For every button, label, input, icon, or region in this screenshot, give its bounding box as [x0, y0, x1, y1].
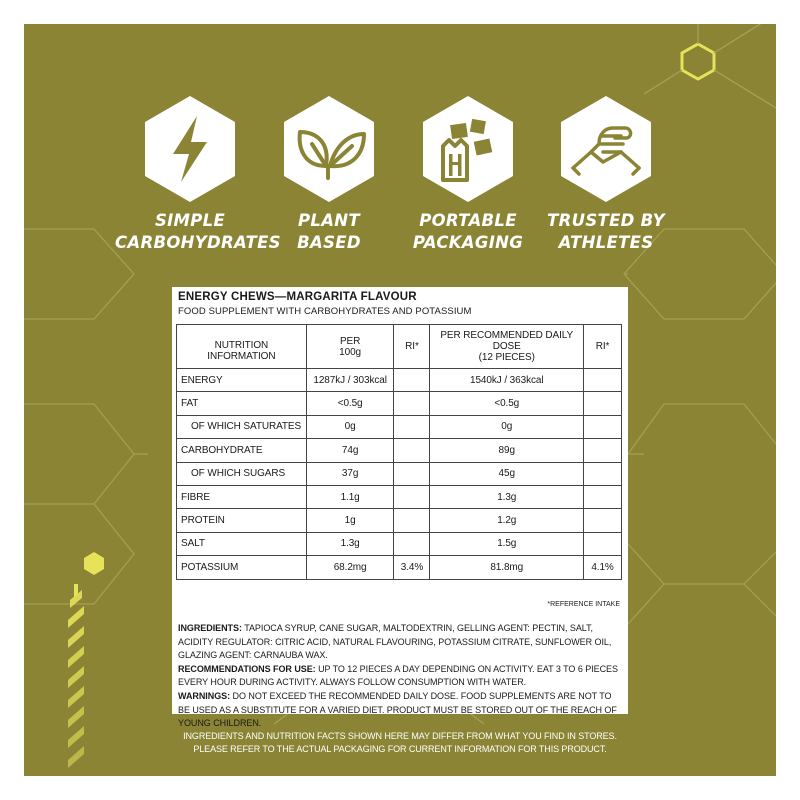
- ri-dose-value: [584, 369, 622, 392]
- ri-value: [394, 509, 430, 532]
- column-header: RI*: [584, 325, 622, 369]
- nutrient-name: FIBRE: [177, 485, 307, 508]
- per-100g-value: 1.1g: [306, 485, 394, 508]
- product-title: ENERGY CHEWS—MARGARITA FLAVOUR: [178, 291, 417, 303]
- per-100g-value: 74g: [306, 439, 394, 462]
- nutrient-name: OF WHICH SATURATES: [177, 415, 307, 438]
- per-100g-value: 37g: [306, 462, 394, 485]
- daily-dose-value: <0.5g: [430, 392, 584, 415]
- column-header: RI*: [394, 325, 430, 369]
- feature-plant-based: [254, 94, 404, 254]
- feature-label: PORTABLE PACKAGING: [412, 211, 524, 252]
- recommendations-section: RECOMMENDATIONS FOR USE: UP TO 12 PIECES A DAY DEPENDING ON ACTIVITY. EAT 3 TO 6 PIECES EVERY HOUR DURING ACTIVITY. ALWAYS FOLLOW CONSUMPTION WITH WATER.: [178, 663, 618, 688]
- ri-value: [394, 485, 430, 508]
- nutrient-name: OF WHICH SUGARS: [177, 462, 307, 485]
- ri-dose-value: [584, 485, 622, 508]
- disclaimer: INGREDIENTS AND NUTRITION FACTS SHOWN HERE MAY DIFFER FROM WHAT YOU FIND IN STORES. PLEASE REFER TO THE ACTUAL PACKAGING FOR CURRENT INFORMATION FOR THIS PRODUCT.: [183, 731, 617, 754]
- daily-dose-value: 1.2g: [430, 509, 584, 532]
- table-row: [177, 485, 622, 508]
- ri-dose-value: [584, 509, 622, 532]
- nutrient-name: POTASSIUM: [177, 556, 307, 579]
- table-header-row: [177, 325, 622, 369]
- column-header: PER 100g: [306, 325, 394, 369]
- lightning-bolt-icon: [135, 94, 245, 204]
- column-header: PER RECOMMENDED DAILY DOSE (12 PIECES): [430, 325, 584, 369]
- per-100g-value: 0g: [306, 415, 394, 438]
- feature-trusted-by-athletes: [531, 94, 681, 254]
- feature-portable-packaging: [393, 94, 543, 254]
- hexagon-outline-icon: [682, 44, 714, 79]
- daily-dose-value: 45g: [430, 462, 584, 485]
- nutrition-table: [176, 324, 622, 580]
- daily-dose-value: 81.8mg: [430, 556, 584, 579]
- pouch-chews-icon: [413, 94, 523, 204]
- table-row: [177, 415, 622, 438]
- product-info-panel: [24, 24, 776, 776]
- per-100g-value: 68.2mg: [306, 556, 394, 579]
- nutrient-name: PROTEIN: [177, 509, 307, 532]
- table-row: [177, 462, 622, 485]
- daily-dose-value: 1540kJ / 363kcal: [430, 369, 584, 392]
- leaves-icon: [274, 94, 384, 204]
- table-row: [177, 369, 622, 392]
- ri-value: [394, 392, 430, 415]
- nutrient-name: SALT: [177, 532, 307, 555]
- ri-dose-value: [584, 462, 622, 485]
- table-row: [177, 509, 622, 532]
- ri-dose-value: [584, 439, 622, 462]
- reference-intake-footnote: *REFERENCE INTAKE: [547, 601, 620, 608]
- nutrient-name: CARBOHYDRATE: [177, 439, 307, 462]
- handshake-icon: [551, 94, 661, 204]
- table-row: [177, 392, 622, 415]
- nutrition-label-card: [172, 287, 628, 729]
- nutrient-name: FAT: [177, 392, 307, 415]
- ri-dose-value: 4.1%: [584, 556, 622, 579]
- per-100g-value: 1.3g: [306, 532, 394, 555]
- ri-dose-value: [584, 532, 622, 555]
- table-row: [177, 532, 622, 555]
- warnings-section: WARNINGS: DO NOT EXCEED THE RECOMMENDED DAILY DOSE. FOOD SUPPLEMENTS ARE NOT TO BE USED AS A SUBSTITUTE FOR A VARIED DIET. PRODUCT MUST BE STORED OUT OF THE REACH OF YOUNG CHILDREN.: [178, 690, 617, 729]
- ingredients-section: INGREDIENTS: TAPIOCA SYRUP, CANE SUGAR, MALTODEXTRIN, GELLING AGENT: PECTIN, SALT, ACIDITY REGULATOR: CITRIC ACID, NATURAL FLAVOURING, POTASSIUM CITRATE, SUNFLOWER OIL, GLAZING AGENT: CARNAUBA WAX.: [178, 623, 612, 661]
- column-header: NUTRITION INFORMATION: [177, 325, 307, 369]
- ri-value: [394, 532, 430, 555]
- ri-value: 3.4%: [394, 556, 430, 579]
- feature-label: PLANT BASED: [297, 211, 361, 252]
- feature-simple-carbohydrates: [115, 94, 281, 254]
- ri-value: [394, 369, 430, 392]
- per-100g-value: 1287kJ / 303kcal: [306, 369, 394, 392]
- daily-dose-value: 1.5g: [430, 532, 584, 555]
- per-100g-value: 1g: [306, 509, 394, 532]
- per-100g-value: <0.5g: [306, 392, 394, 415]
- table-row: [177, 556, 622, 579]
- product-info-text: [178, 622, 622, 731]
- ri-value: [394, 415, 430, 438]
- table-row: [177, 439, 622, 462]
- ri-value: [394, 462, 430, 485]
- product-subtitle: FOOD SUPPLEMENT WITH CARBOHYDRATES AND POTASSIUM: [178, 306, 472, 317]
- feature-label: SIMPLE CARBOHYDRATES: [115, 211, 281, 252]
- daily-dose-value: 1.3g: [430, 485, 584, 508]
- small-hexagon-icon: [84, 552, 104, 575]
- ri-dose-value: [584, 415, 622, 438]
- daily-dose-value: 0g: [430, 415, 584, 438]
- nutrient-name: ENERGY: [177, 369, 307, 392]
- ri-value: [394, 439, 430, 462]
- feature-label: TRUSTED BY ATHLETES: [547, 211, 665, 252]
- ri-dose-value: [584, 392, 622, 415]
- daily-dose-value: 89g: [430, 439, 584, 462]
